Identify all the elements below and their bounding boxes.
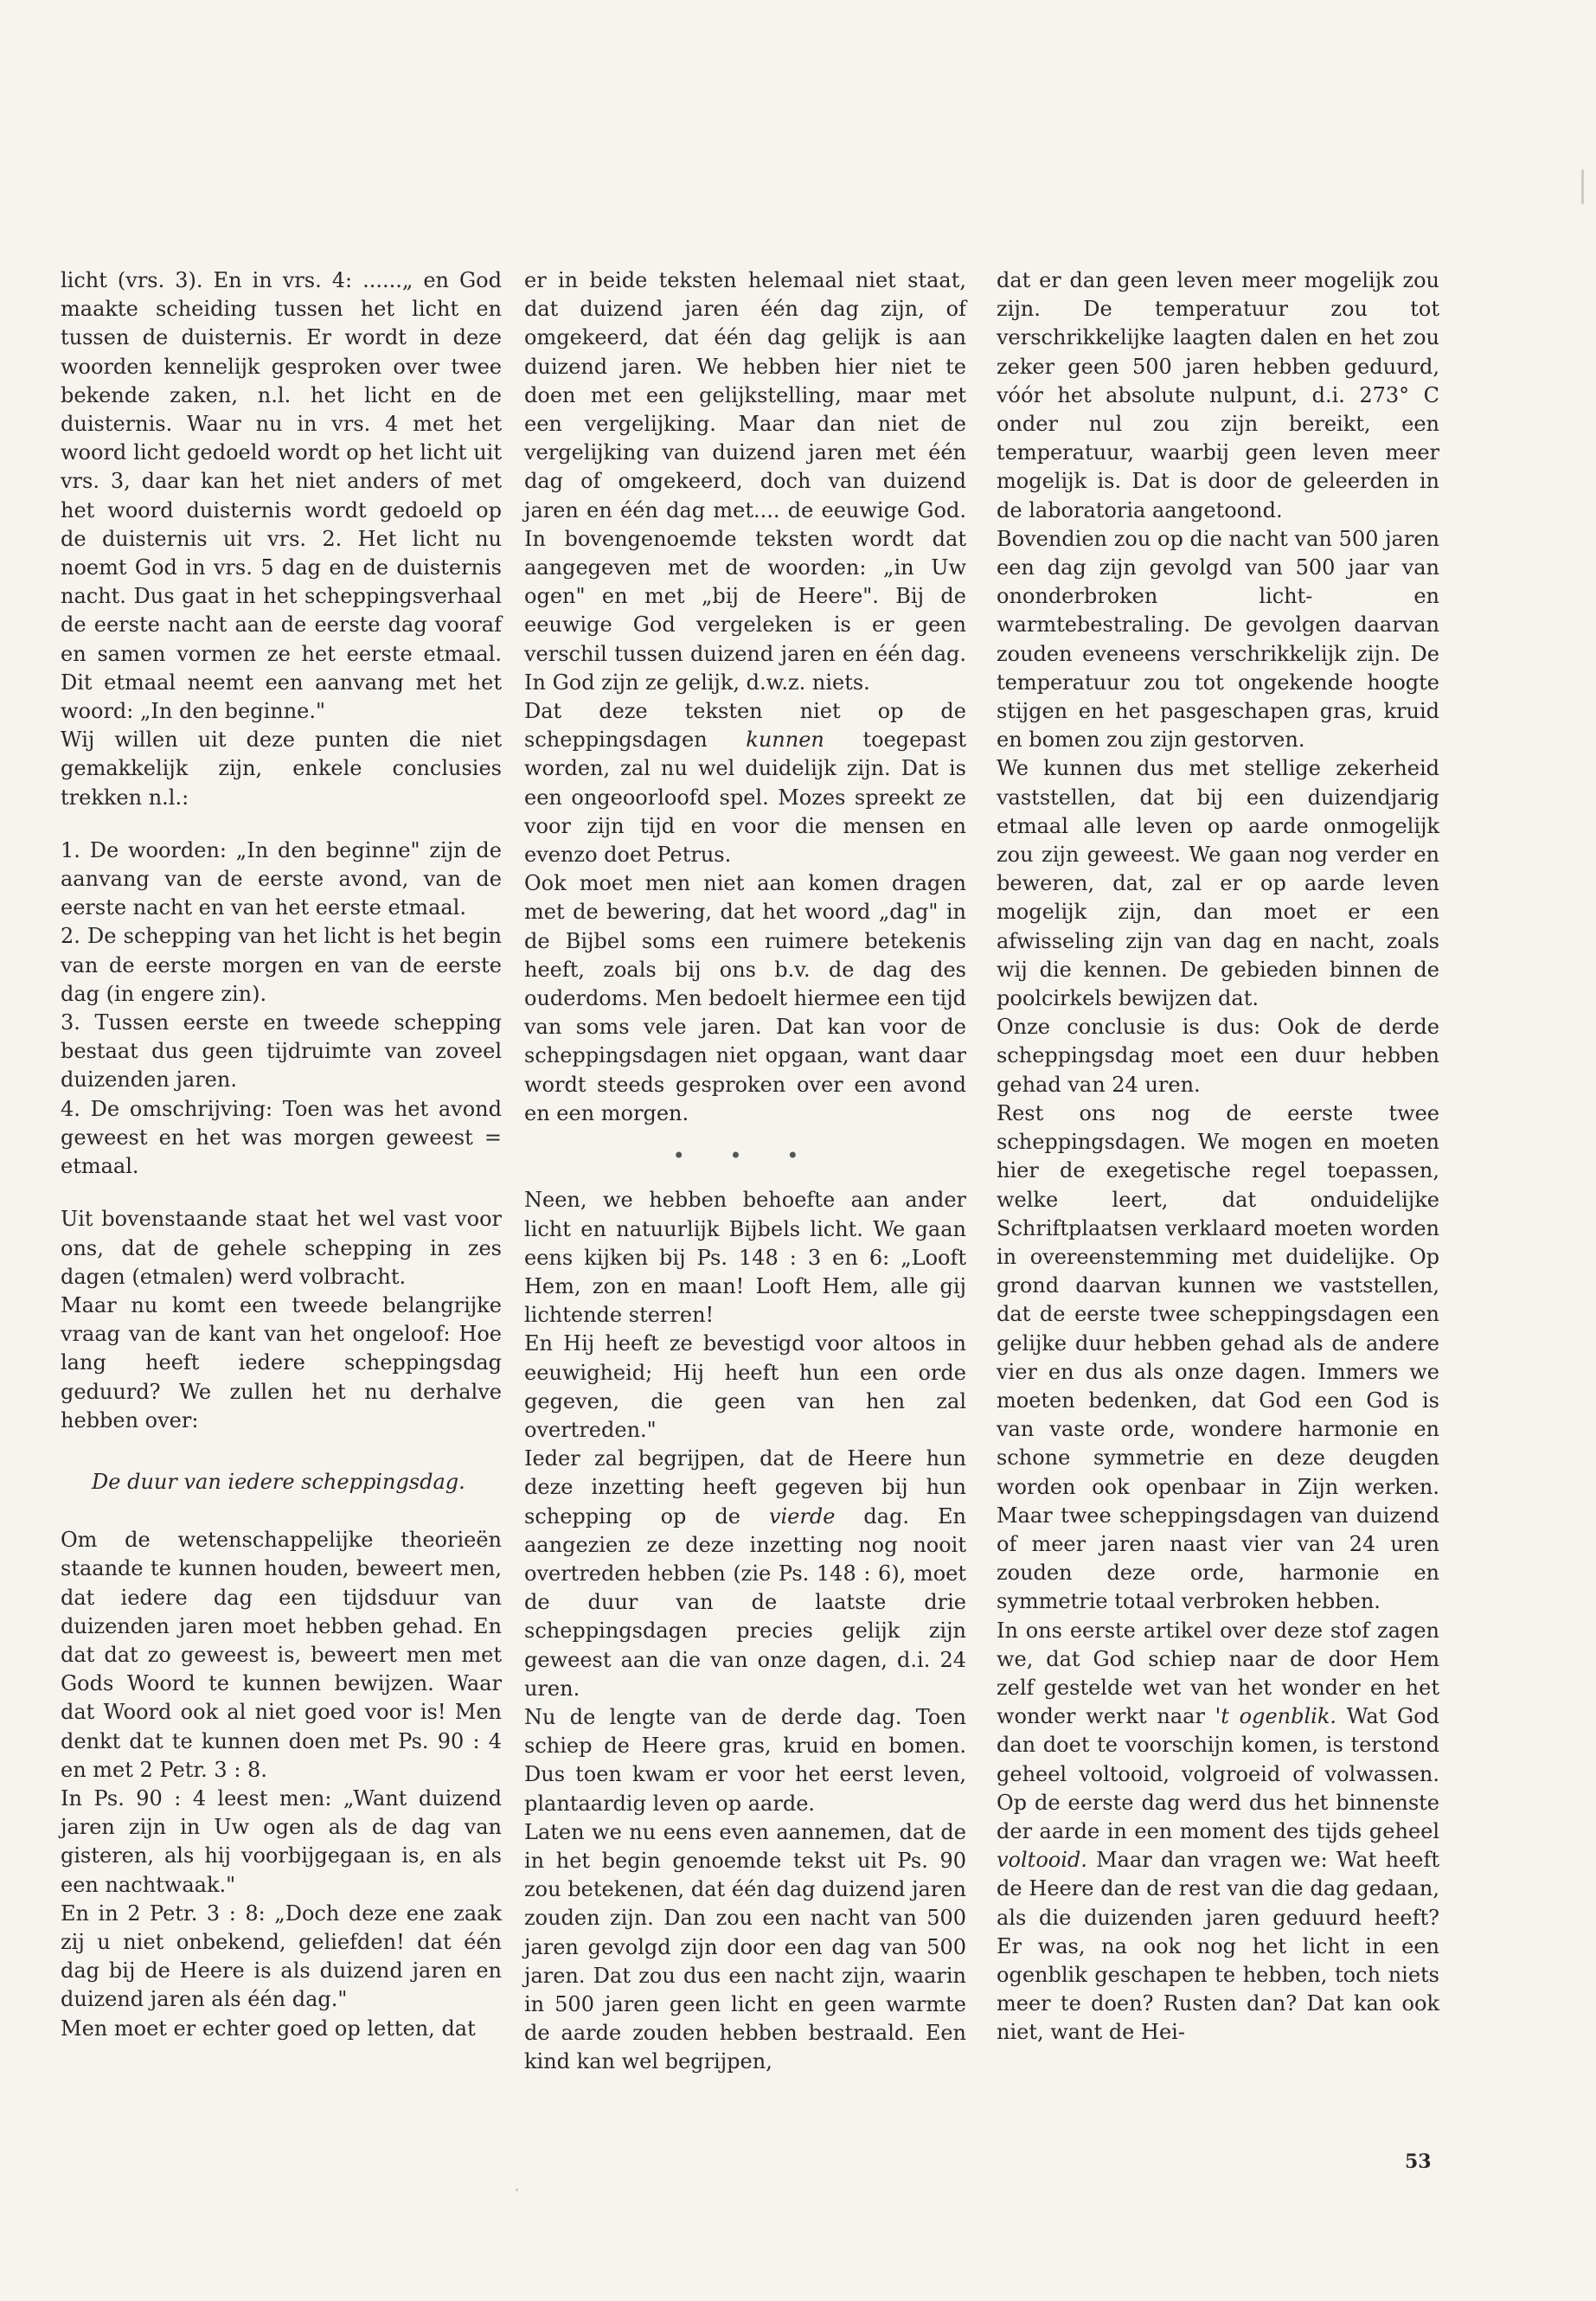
paragraph: Om de wetenschappelijke theorieën staande te kunnen houden, beweert men, dat iedere dag een tijdsduur van duizenden jaren moet hebben gehad. En dat dat zo geweest is, beweert men met Gods Woord te kunnen bewijzen. Waar dat Woord ook al niet goed voor is! Men denkt dat te kunnen doen met Ps. 90 : 4 en met 2 Petr. 3 : 8. <box>61 1528 502 1782</box>
paragraph: Men moet er echter goed op letten, dat <box>61 2016 476 2041</box>
paragraph: Maar nu komt een tweede belangrijke vraag van de kant van het ongeloof: Hoe lang heeft iedere scheppingsdag geduurd? We zullen het nu derhalve hebben over: <box>61 1292 502 1433</box>
paragraph: Wij willen uit deze punten die niet gemakkelijk zijn, enkele conclusies trekken n.l.: <box>61 727 502 810</box>
section-divider: • • • <box>672 1144 818 1169</box>
paragraph: Nu de lengte van de derde dag. Toen schiep de Heere gras, kruid en bomen. Dus toen kwam er voor het eerst leven, plantaardig leven op aarde. <box>524 1704 966 1816</box>
paragraph: In ons eerste artikel over deze stof zagen we, dat God schiep naar de door Hem zelf gestelde wet van het wonder en het wonder werkt naar 't ogenblik. Wat God dan doet te voorschijn komen, is terstond geheel voltooid, volgroeid of volwassen. Op de eerste dag werd dus het binnenste der aarde in een moment des tijds geheel voltooid. Maar dan vragen we: Wat heeft de Heere dan de rest van die dag gedaan, als die duizenden jaren geduurd heeft? Er was, na ook nog het licht in een ogenblik geschapen te hebben, toch niets meer te doen? Rusten dan? Dat kan ook niet, want de Hei- <box>997 1618 1439 2045</box>
column-3 <box>997 266 1439 2048</box>
conclusion-list <box>61 836 502 1181</box>
paragraph: En Hij heeft ze bevestigd voor altoos in eeuwigheid; Hij heeft hun een orde gegeven, die geen van hen zal overtreden." <box>524 1331 966 1442</box>
scan-edge-mark <box>1581 170 1584 204</box>
list-item: 3. Tussen eerste en tweede schepping bestaat dus geen tijdruimte van zoveel duizenden jaren. <box>61 1010 502 1093</box>
paragraph: er in beide teksten helemaal niet staat, dat duizend jaren één dag zijn, of omgekeerd, dat één dag gelijk is aan duizend jaren. We hebben hier niet te doen met een gelijkstelling, maar met een vergelijking. Maar dan niet de vergelijking van duizend jaren met één dag of omgekeerd, doch van duizend jaren en één dag met.... de eeuwige God. In bovengenoemde teksten wordt dat aangegeven met de woorden: „in Uw ogen" en met „bij de Heere". Bij de eeuwige God vergeleken is er geen verschil tussen duizend jaren en één dag. In God zijn ze gelijk, d.w.z. niets. <box>524 268 966 695</box>
section-heading: De duur van iedere scheppingsdag. <box>92 1469 465 1494</box>
paragraph: Ook moet men niet aan komen dragen met de bewering, dat het woord „dag" in de Bijbel soms een ruimere betekenis heeft, zoals bij ons b.v. de dag des ouderdoms. Men bedoelt hiermee een tijd van soms vele jaren. Dat kan voor de scheppingsdagen niet opgaan, want daar wordt steeds gesproken over een avond en een morgen. <box>524 871 966 1125</box>
paragraph: Ieder zal begrijpen, dat de Heere hun deze inzetting heeft gegeven bij hun schepping op de vierde dag. En aangezien ze deze inzetting nog nooit overtreden hebben (zie Ps. 148 : 6), moet de duur van de laatste drie scheppingsdagen precies gelijk zijn geweest aan die van onze dagen, d.i. 24 uren. <box>524 1446 967 1701</box>
list-item: 1. De woorden: „In den beginne" zijn de aanvang van de eerste avond, van de eerste nacht en van het eerste etmaal. <box>61 837 502 920</box>
paragraph: licht (vrs. 3). En in vrs. 4: ......„ en God maakte scheiding tussen het licht en tussen de duisternis. Er wordt in deze woorden kennelijk gesproken over twee bekende zaken, n.l. het licht en de duisternis. Waar nu in vrs. 4 met het woord licht gedoeld wordt op het licht uit vrs. 3, daar kan het niet anders of met het woord duisternis wordt gedoeld op de duisternis uit vrs. 2. Het licht nu noemt God in vrs. 5 dag en de duisternis nacht. Dus gaat in het scheppingsverhaal de eerste nacht aan de eerste dag vooraf en samen vormen ze het eerste etmaal. Dit etmaal neemt een aanvang met het woord: „In den beginne." <box>61 268 502 724</box>
paragraph: Laten we nu eens even aannemen, dat de in het begin genoemde tekst uit Ps. 90 zou betekenen, dat één dag duizend jaren zouden zijn. Dan zou een nacht van 500 jaren gevolgd zijn door een dag van 500 jaren. Dat zou dus een nacht zijn, waarin in 500 jaren geen licht en geen warmte de aarde zouden hebben bestraald. Een kind kan wel begrijpen, <box>524 1819 966 2074</box>
paragraph: We kunnen dus met stellige zekerheid vaststellen, dat bij een duizendjarig etmaal alle leven op aarde onmogelijk zou zijn geweest. We gaan nog verder en beweren, dat, zal er op aarde leven mogelijk zijn, dan moet er een afwisseling zijn van dag en nacht, zoals wij die kennen. De gebieden binnen de poolcirkels bewijzen dat. <box>997 756 1439 1011</box>
paragraph: Rest ons nog de eerste twee scheppingsdagen. We mogen en moeten hier de exegetische regel toepassen, welke leert, dat onduidelijke Schriftplaatsen verklaard moeten worden in overeenstemming met duidelijke. Op grond daarvan kunnen we vaststellen, dat de eerste twee scheppingsdagen een gelijke duur hebben gehad als de andere vier en dus als onze dagen. Immers we moeten bedenken, dat God een God is van vaste orde, wondere harmonie en schone symmetrie en deze deugden worden ook openbaar in Zijn werken. Maar twee scheppingsdagen van duizend of meer jaren naast vier van 24 uren zouden deze orde, harmonie en symmetrie totaal verbroken hebben. <box>997 1100 1439 1614</box>
page-number: 53 <box>1405 2150 1432 2173</box>
paragraph: In Ps. 90 : 4 leest men: „Want duizend jaren zijn in Uw ogen als de dag van gisteren, als hij voorbijgegaan is, en als een nachtwaak." <box>61 1785 502 1897</box>
list-item: 4. De omschrijving: Toen was het avond geweest en het was morgen geweest = etmaal. <box>61 1096 502 1179</box>
paragraph: Uit bovenstaande staat het wel vast voor ons, dat de gehele schepping in zes dagen (etmalen) werd volbracht. <box>61 1207 502 1289</box>
paragraph: dat er dan geen leven meer mogelijk zou zijn. De temperatuur zou tot verschrikkelijke laagten dalen en het zou zeker geen 500 jaren hebben geduurd, vóór het absolute nulpunt, d.i. 273° C onder nul zou zijn bereikt, een temperatuur, waarbij geen leven meer mogelijk is. Dat is door de geleerden in de laboratoria aangetoond. <box>997 268 1439 522</box>
column-2 <box>524 266 966 2077</box>
paragraph: Bovendien zou op die nacht van 500 jaren een dag zijn gevolgd van 500 jaar van ononderbroken licht- en warmtebestraling. De gevolgen daarvan zouden eveneens verschrikkelijk zijn. De temperatuur zou tot ongekende hoogte stijgen en het pasgeschapen gras, kruid en bomen zou zijn gestorven. <box>997 526 1439 753</box>
paragraph: Onze conclusie is dus: Ook de derde scheppingsdag moet een duur hebben gehad van 24 uren. <box>997 1015 1439 1097</box>
scan-dot <box>516 2189 518 2191</box>
paragraph: Dat deze teksten niet op de scheppingsdagen kunnen toegepast worden, zal nu wel duidelijk zijn. Dat is een ongeoorloofd spel. Mozes spreekt ze voor zijn tijd en voor die mensen en evenzo doet Petrus. <box>524 699 967 868</box>
list-item: 2. De schepping van het licht is het begin van de eerste morgen en van de eerste dag (in engere zin). <box>61 924 502 1006</box>
column-1 <box>61 266 502 2043</box>
paragraph: En in 2 Petr. 3 : 8: „Doch deze ene zaak zij u niet onbekend, geliefden! dat één dag bij de Heere is als duizend jaren en duizend jaren als één dag." <box>61 1900 502 2012</box>
paragraph: Neen, we hebben behoefte aan ander licht en natuurlijk Bijbels licht. We gaan eens kijken bij Ps. 148 : 3 en 6: „Looft Hem, zon en maan! Looft Hem, alle gij lichtende sterren! <box>524 1188 966 1328</box>
